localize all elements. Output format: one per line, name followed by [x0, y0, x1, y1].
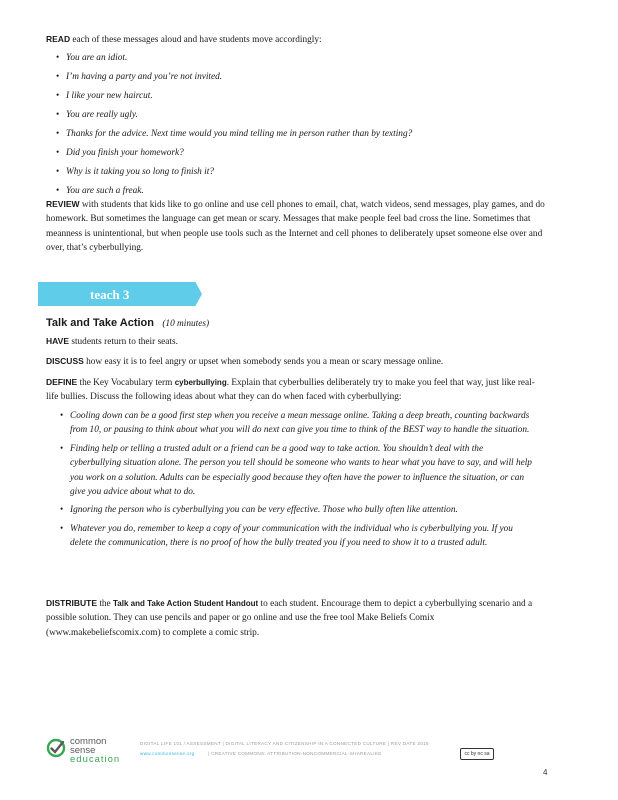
checkmark-icon — [46, 738, 66, 758]
define-label: DEFINE — [46, 377, 78, 387]
page-number: 4 — [543, 768, 548, 777]
review-text: with students that kids like to go online and use cell phones to email, chat, watch videos, send messages, play games, and do homework. But sometimes the language can get mean or scary. Messages that make people feel bad cross the line. Sometimes that meanness is unintentional, but when people use tools such as the Internet and cell phones to deliberately upset someone else over and over, that’s cyberbullying. — [46, 200, 545, 254]
review-label: REVIEW — [46, 199, 80, 209]
discuss-text: how easy it is to feel angry or upset when somebody sends you a mean or scary message online. — [86, 357, 444, 367]
handout-title: Talk and Take Action Student Handout — [113, 599, 259, 608]
define-text-after: . Explain that cyberbullies deliberately try to make you feel that way, just like real-life bullies. Discuss the following ideas about what they can do when faced with cyberbullying: — [46, 378, 535, 402]
review-paragraph — [46, 198, 546, 256]
list-item: • Finding help or telling a trusted adult or a friend can be a good way to take action. You shouldn’t deal with the cyberbullying situation alone. The person you tell should be someone who wants to hear what you have to say, and will help you work on a solution. Adults can be especially good because they often have the power to influence the situation, or can give you advice about what to do. — [54, 442, 532, 500]
distribute-label: DISTRIBUTE — [46, 598, 97, 608]
define-paragraph — [46, 376, 546, 405]
list-item: • You are really ugly. — [50, 109, 550, 122]
footer-line-1: DIGITAL LIFE 101 / ASSESSMENT | DIGITAL LITERACY AND CITIZENSHIP IN A CONNECTED CULTURE | REV DATE 2015 — [140, 741, 429, 746]
have-label: HAVE — [46, 336, 69, 346]
list-item: • Ignoring the person who is cyberbullying you can be very effective. Those who bully often like attention. — [54, 503, 532, 517]
section-duration: (10 minutes) — [162, 319, 210, 329]
footer-license: | CREATIVE COMMONS: ATTRIBUTION-NONCOMMERCIAL-SHAREALIKE — [208, 751, 382, 756]
distribute-paragraph — [46, 597, 546, 640]
list-item: • You are an idiot. — [50, 52, 550, 65]
list-item: • I’m having a party and you’re not invited. — [50, 71, 550, 84]
list-item: • Why is it taking you so long to finish it? — [50, 166, 550, 179]
teach-banner-label: teach 3 — [90, 287, 130, 302]
read-instruction — [46, 34, 546, 47]
discuss-label: DISCUSS — [46, 356, 84, 366]
footer-line-2 — [140, 751, 382, 757]
list-item: • I like your new haircut. — [50, 90, 550, 103]
read-text: each of these messages aloud and have students move accordingly: — [72, 35, 322, 45]
list-item: • You are such a freak. — [50, 185, 550, 198]
logo-line-2: sense — [70, 745, 96, 756]
distribute-text-before: the — [99, 599, 111, 609]
section-heading — [46, 316, 546, 331]
list-item: • Did you finish your homework? — [50, 147, 550, 160]
have-text: students return to their seats. — [71, 337, 178, 347]
have-instruction — [46, 336, 546, 349]
logo-line-1: common — [70, 736, 107, 747]
distribute-text-after: to each student. Encourage them to depict a cyberbullying scenario and a possible solution. They can use pencils and paper or go online and use the free tool Make Beliefs Comix (www.makebeliefscomix.com) to complete a comic strip. — [46, 599, 533, 638]
discuss-instruction — [46, 356, 546, 369]
list-item: • Whatever you do, remember to keep a copy of your communication with the individual who is cyberbullying you. If you delete the communication, there is no proof of how the bully treated you if you need to show it to a trusted adult. — [54, 522, 532, 551]
message-list — [50, 52, 550, 198]
cyberbullying-tips-list — [54, 409, 532, 551]
list-item: • Cooling down can be a good first step when you receive a mean message online. Taking a deep breath, counting backwards from 10, or pausing to think about what you will do next can give you time to think of the BEST way to handle the situation. — [54, 409, 532, 438]
logo-line-3: education — [70, 754, 121, 765]
footer-url[interactable]: www.commonsense.org — [140, 751, 195, 756]
section-title: Talk and Take Action — [46, 317, 154, 329]
read-label: READ — [46, 34, 71, 44]
common-sense-logo — [46, 737, 126, 771]
creative-commons-badge: cc by nc sa — [460, 748, 494, 760]
vocabulary-term: cyberbullying — [174, 378, 227, 387]
list-item: • Thanks for the advice. Next time would you mind telling me in person rather than by texting? — [50, 128, 550, 141]
define-text-before: the Key Vocabulary term — [79, 378, 173, 388]
